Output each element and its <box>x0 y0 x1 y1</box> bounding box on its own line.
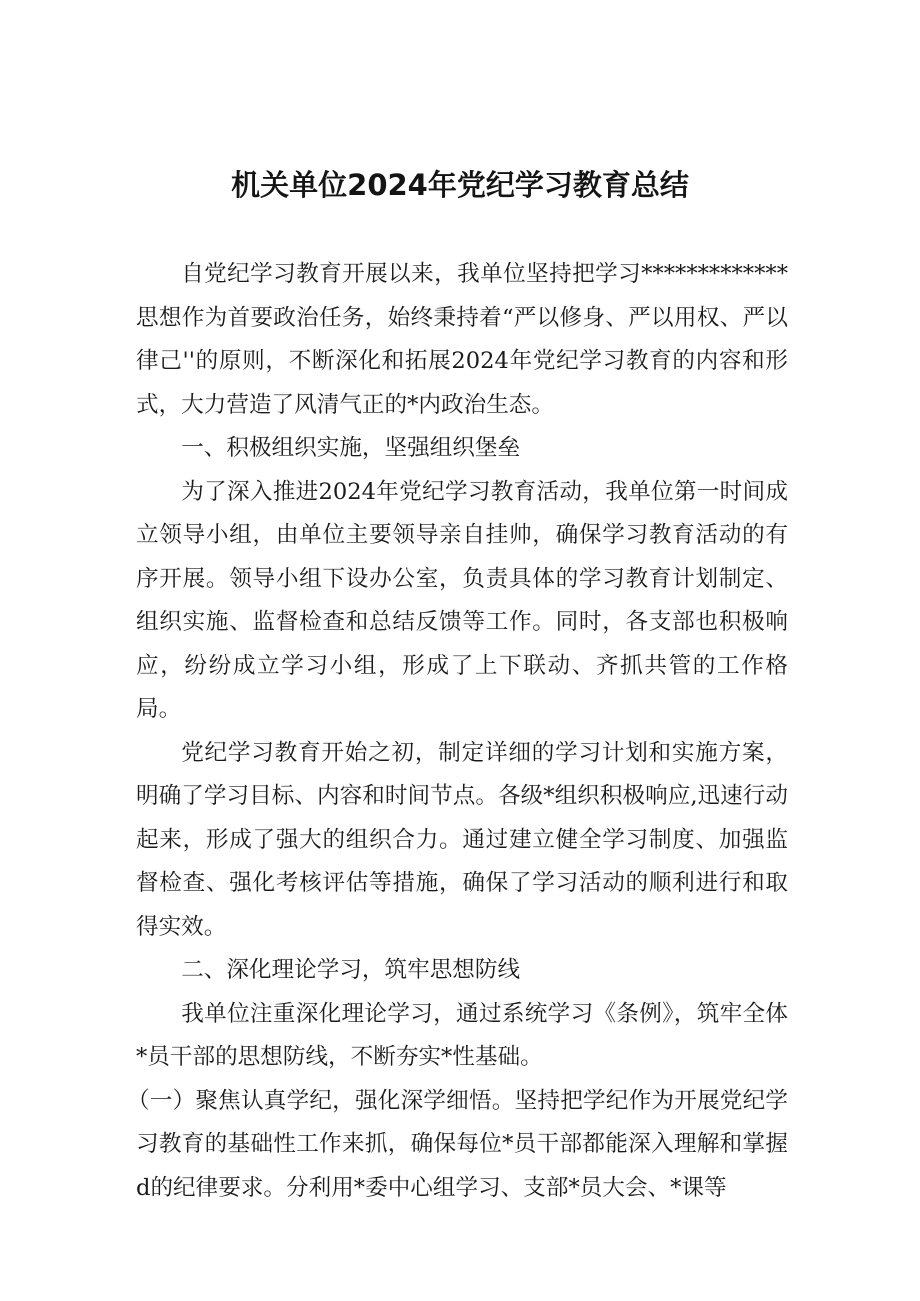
intro-paragraph: 自党纪学习教育开展以来，我单位坚持把学习*************思想作为首要政治任务，始终秉持着“严以修身、严以用权、严以律己''的原则，不断深化和拓展2024年党纪学习教育的内容和形式，大力营造了风清气正的*内政治生态。 <box>136 261 788 418</box>
section-1-paragraph-1: 为了深入推进2024年党纪学习教育活动，我单位第一时间成立领导小组，由单位主要领导亲自挂帅，确保学习教育活动的有序开展。领导小组下设办公室，负责具体的学习教育计划制定、组织实施、监督检查和总结反馈等工作。同时，各支部也积极响应，纷纷成立学习小组，形成了上下联动、齐抓共管的工作格局。 <box>136 478 788 722</box>
section-2-paragraph-1: 我单位注重深化理论学习，通过系统学习《条例》，筑牢全体*员干部的思想防线，不断夯实*性基础。 <box>136 1000 788 1070</box>
section-1-heading: 一、积极组织实施，坚强组织堡垒 <box>181 435 521 461</box>
section-2-heading: 二、深化理论学习，筑牢思想防线 <box>181 957 521 983</box>
section-1-paragraph-2: 党纪学习教育开始之初，制定详细的学习计划和实施方案，明确了学习目标、内容和时间节点。各级*组织积极响应,迅速行动起来，形成了强大的组织合力。通过建立健全学习制度、加强监督检查、强化考核评估等措施，确保了学习活动的顺利进行和取得实效。 <box>136 739 788 940</box>
section-2-paragraph-2: （一）聚焦认真学纪，强化深学细悟。坚持把学纪作为开展党纪学习教育的基础性工作来抓，确保每位*员干部都能深入理解和掌握d的纪律要求。分利用*委中心组学习、支部*员大会、*课等 <box>126 1087 788 1201</box>
document-body <box>126 253 788 1210</box>
document-title: 机关单位2024年党纪学习教育总结 <box>231 168 689 202</box>
